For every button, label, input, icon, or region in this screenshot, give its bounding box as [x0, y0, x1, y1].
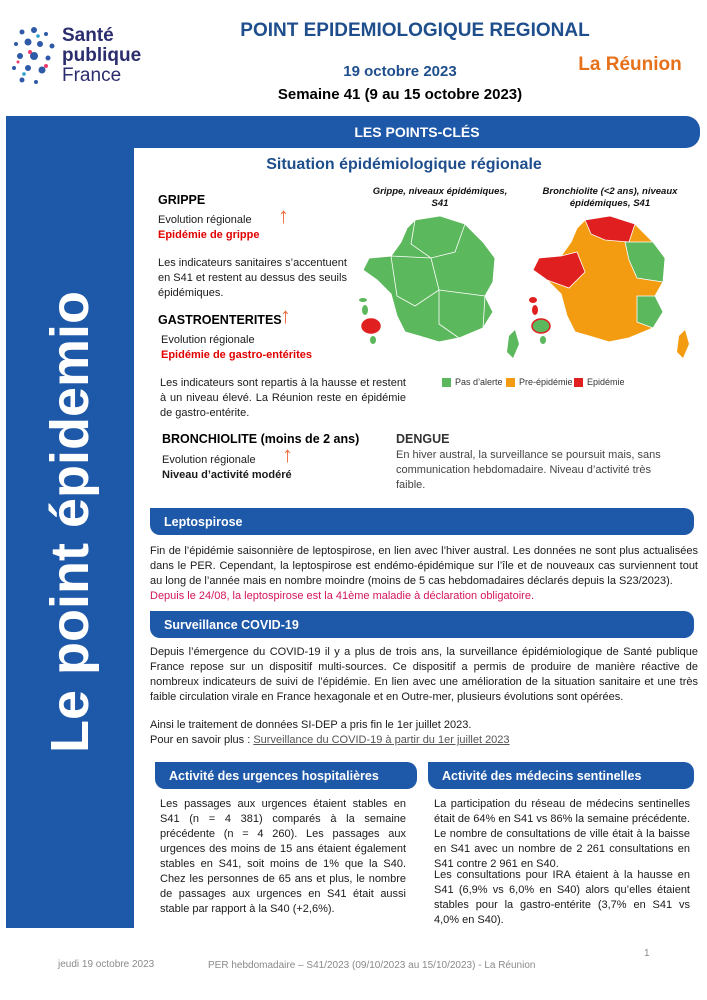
gastro-evolution-label: Evolution régionale	[161, 334, 255, 346]
arrow-up-icon: ↑	[278, 203, 289, 228]
leptospirose-note: Depuis le 24/08, la leptospirose est la 41ème maladie à déclaration obligatoire.	[150, 590, 535, 602]
legend-item-pre-epidemic	[506, 377, 573, 387]
covid-more	[150, 733, 698, 748]
logo-wordmark	[62, 26, 141, 86]
footer-text: PER hebdomadaire – S41/2023 (09/10/2023 au 15/10/2023) - La Réunion	[208, 960, 536, 971]
arrow-up-icon: ↑	[280, 303, 291, 328]
dengue-text: En hiver austral, la surveillance se poursuit mais, sans communication hebdomadaire. Niveau d’activité très faible.	[396, 449, 661, 491]
grippe-text: Les indicateurs sanitaires s’accentuent en S41 et restent au dessus des seuils épidémiques.	[158, 257, 347, 299]
bronchiolite-france-map	[525, 212, 705, 362]
bronchiolite-map-title: Bronchiolite (<2 ans), niveaux épidémiques, S41	[542, 186, 678, 209]
bronchiolite-status: Niveau d’activité modéré	[162, 469, 292, 481]
covid-more-label: Pour en savoir plus :	[150, 734, 251, 746]
covid-text-2: Ainsi le traitement de données SI-DEP a pris fin le 1er juillet 2023.	[150, 719, 472, 731]
legend-item-no-alert	[442, 377, 503, 387]
legend-swatch	[574, 378, 583, 387]
leptospirose-header: Leptospirose	[150, 508, 694, 535]
gastro-text: Les indicateurs sont repartis à la hausse et restent à un niveau élevé. La Réunion reste en épidémie de gastro-entérite.	[160, 377, 406, 419]
sidebar-title	[6, 116, 134, 928]
legend-label: Pas d’alerte	[455, 377, 503, 387]
grippe-france-map	[355, 212, 535, 362]
grippe-title: GRIPPE	[158, 193, 206, 207]
report-date: 19 octobre 2023	[343, 63, 457, 80]
gastro-status: Epidémie de gastro-entérites	[161, 349, 312, 361]
grippe-map-title: Grippe, niveaux épidémiques, S41	[372, 186, 508, 209]
logo-line-2: publique	[62, 45, 142, 66]
covid-text: Depuis l’émergence du COVID-19 il y a plus de trois ans, la surveillance épidémiologique de Santé publique France repose sur un dispositif multi-sources. Ce dispositif a permis de produire de manière réactive de nombreux indicateurs de suivi de l’épidémie. En lien avec une amélioration de la situation sanitaire et une très faible circulation virale en France hexagonale et en Outre-mer, plusieurs évolutions sont opérées.	[150, 646, 698, 703]
legend-swatch	[506, 378, 515, 387]
legend-swatch	[442, 378, 451, 387]
covid-header: Surveillance COVID-19	[150, 611, 694, 638]
legend-label: Epidémie	[587, 377, 625, 387]
arrow-up-icon: ↑	[282, 442, 293, 467]
report-week: Semaine 41 (9 au 15 octobre 2023)	[277, 86, 523, 103]
page-title: POINT EPIDEMIOLOGIQUE REGIONAL	[240, 20, 590, 41]
urgences-text: Les passages aux urgences étaient stables en S41 (n = 4 381) comparés à la semaine précédente (n = 4 260). Les passages aux urgences des moins de 15 ans étaient également stables en S41, soit moins de 1% que la S40. Chez les personnes de 65 ans et plus, le nombre de passages aux urgences en S41 était aussi stable par rapport à la S40 (+2,6%).	[160, 798, 406, 915]
covid-link[interactable]: Surveillance du COVID-19 à partir du 1er juillet 2023	[253, 734, 510, 746]
medecins-header: Activité des médecins sentinelles	[428, 762, 694, 789]
logo-line-3: France	[62, 65, 122, 86]
grippe-status: Epidémie de grippe	[158, 229, 260, 241]
medecins-text-2: Les consultations pour IRA étaient à la hausse en S41 (6,9% vs 6,0% en S40) alors qu’elles étaient stables pour la gastro-entérite (3,7% en S41 vs 4,0% en S40).	[434, 869, 690, 926]
footer-date: jeudi 19 octobre 2023	[58, 959, 155, 970]
urgences-header: Activité des urgences hospitalières	[155, 762, 417, 789]
bronchiolite-title: BRONCHIOLITE (moins de 2 ans)	[162, 432, 360, 446]
bronchiolite-evolution-label: Evolution régionale	[162, 454, 256, 466]
legend-item-epidemic	[574, 377, 625, 387]
sidebar-title-text: Le point épidemio	[40, 290, 101, 754]
leptospirose-text: Fin de l’épidémie saisonnière de leptospirose, en lien avec l’hiver austral. Les données ne sont plus actualisées dans le PER. Cependant, la leptospirose est endémo-épidémique sur l’île et de nouveaux cas surviennent tout au long de l’année mais en nombre moindre (moins de 5 cas hebdomadaires déclarés depuis la S23/2023).	[150, 545, 698, 587]
logo-line-1: Santé	[62, 25, 114, 46]
grippe-evolution-label: Evolution régionale	[158, 214, 252, 226]
legend-label: Pre-épidémie	[519, 377, 573, 387]
gastro-title: GASTROENTERITES	[158, 313, 282, 327]
medecins-text: La participation du réseau de médecins sentinelles était de 64% en S41 vs 86% la semaine précédente. Le nombre de consultations de ville était à la baisse en S41 avec un nombre de 2 261 consultations en S41 contre 2 961 en S40.	[434, 798, 690, 870]
section-subtitle: Situation épidémiologique régionale	[266, 156, 542, 173]
keypoints-header: LES POINTS-CLÉS	[134, 116, 700, 148]
page-number: 1	[644, 948, 650, 959]
region-name: La Réunion	[578, 54, 682, 75]
dengue-title: DENGUE	[396, 432, 450, 446]
